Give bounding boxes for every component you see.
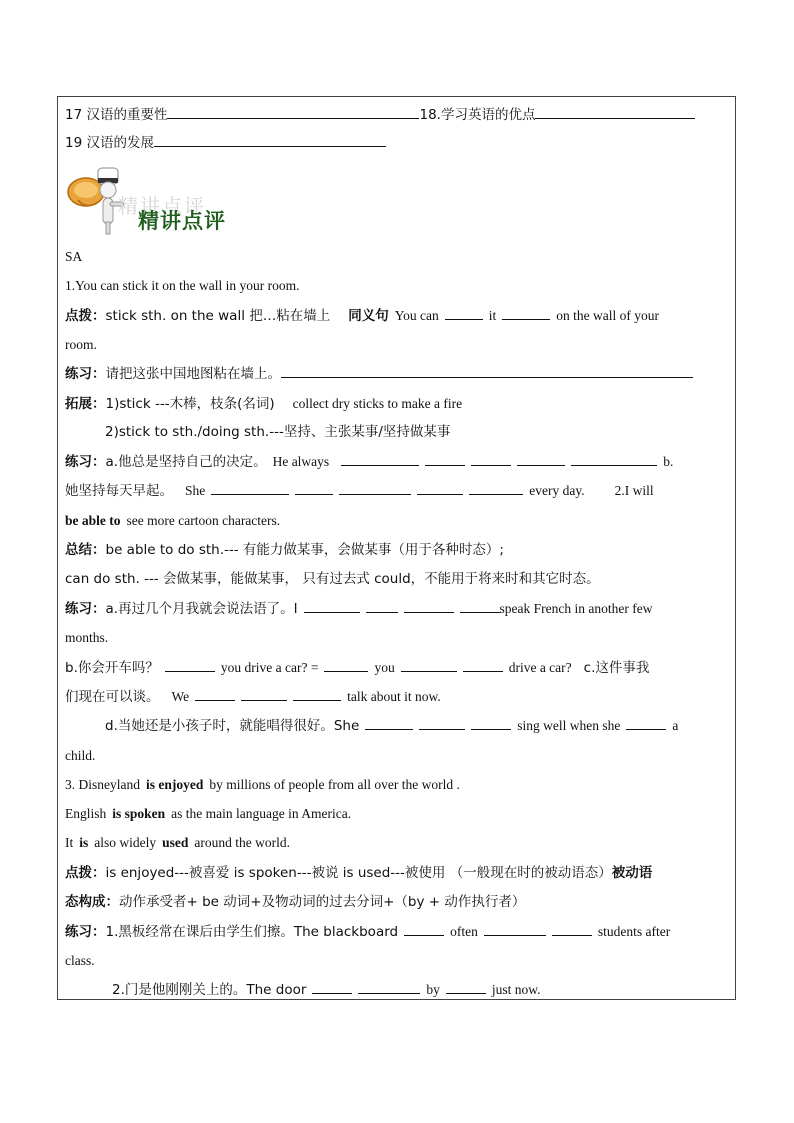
lianxi-3-c2: 们现在可以谈。 xyxy=(65,689,160,705)
item-19: 19 汉语的发展 xyxy=(65,135,154,151)
lianxi-2-a-blank-2[interactable] xyxy=(425,453,465,466)
lianxi-4-1-blank-3[interactable] xyxy=(552,923,592,936)
lianxi-3-c: c.这件事我 xyxy=(583,660,650,676)
line-17-18 xyxy=(65,106,730,124)
tongyiju-blank-1[interactable] xyxy=(445,307,483,320)
lianxi-2-b-blank-4[interactable] xyxy=(417,482,463,495)
sentence-1: 1.You can stick it on the wall in your room. xyxy=(65,278,300,293)
lianxi-3-d-blank-3[interactable] xyxy=(471,717,511,730)
sentence-2-rest: see more cartoon characters. xyxy=(126,513,281,528)
lianxi-2-line xyxy=(65,453,730,471)
lianxi-2-b-line xyxy=(65,482,730,500)
lianxi-3-a-blank-4[interactable] xyxy=(460,600,500,613)
lianxi-4-1: 1.黑板经常在课后由学生们擦。The blackboard xyxy=(105,924,399,940)
is-spoken: is spoken xyxy=(112,806,166,821)
lianxi-2-b-blank-2[interactable] xyxy=(295,482,333,495)
lianxi-2-b-blank-1[interactable] xyxy=(211,482,289,495)
lianxi-4-1-line xyxy=(65,923,730,941)
tuozhan-1b: collect dry sticks to make a fire xyxy=(292,396,463,411)
lianxi-3-a-blank-1[interactable] xyxy=(304,600,360,613)
it-c: around the world. xyxy=(194,835,291,850)
lianxi-3-b-blank-2[interactable] xyxy=(324,659,368,672)
line-19 xyxy=(65,134,730,152)
by: by xyxy=(426,982,440,997)
lianxi-3-b-line xyxy=(65,659,730,677)
sentence-english-line xyxy=(65,805,730,823)
lianxi-4-2-blank-2[interactable] xyxy=(358,981,420,994)
students-after: students after xyxy=(597,924,671,939)
lianxi-3-label: 练习： xyxy=(65,601,106,617)
beidong-1: 被动语 xyxy=(611,865,653,881)
lianxi-2-a-en: He always xyxy=(272,454,330,469)
tongyiju-a: You can xyxy=(394,308,439,323)
lianxi-3-a: a.再过几个月我就会说法语了。I xyxy=(105,601,298,617)
lianxi-3-b-blank-1[interactable] xyxy=(165,659,215,672)
lianxi-3-c-blank-3[interactable] xyxy=(293,688,341,701)
item-18: 18.学习英语的优点 xyxy=(419,107,536,123)
beidong-formula: 动作承受者+ be 动词+及物动词的过去分词+（by + 动作执行者） xyxy=(119,894,526,910)
is-enjoyed: is enjoyed xyxy=(146,777,204,792)
lianxi-3-b-blank-4[interactable] xyxy=(463,659,503,672)
beidong-2: 态构成： xyxy=(65,894,119,910)
sentence-3-line xyxy=(65,776,730,794)
lianxi-3-b-en-2: you xyxy=(374,660,395,675)
tongyiju-c: on the wall of your xyxy=(556,308,659,323)
lianxi-3-c-blank-1[interactable] xyxy=(195,688,235,701)
room-line: room. xyxy=(65,337,97,352)
lianxi-4-2: 2.门是他刚刚关上的。The door xyxy=(112,982,307,998)
dianbo-1-line xyxy=(65,307,730,325)
dianbo-1-label: 点拨： xyxy=(65,308,106,324)
sentence-2-line xyxy=(65,512,730,530)
sa-label: SA xyxy=(65,249,83,264)
sentence-3-a: 3. Disneyland xyxy=(65,777,140,792)
section-title-ghost: 精讲点评 xyxy=(118,194,206,218)
dianbo-1-text: stick sth. on the wall 把…粘在墙上 xyxy=(105,308,331,324)
often: often xyxy=(450,924,478,939)
zongjie-label: 总结： xyxy=(65,542,106,558)
lianxi-2-b-mark: b. xyxy=(663,454,674,469)
lianxi-1-label: 练习： xyxy=(65,366,106,382)
lianxi-2-label: 练习： xyxy=(65,454,106,470)
be-able-to: be able to xyxy=(65,513,121,528)
just-now: just now. xyxy=(491,982,541,997)
zongjie-2: can do sth. --- 会做某事，能做某事， 只有过去式 could，不能用于将来时和其它时态。 xyxy=(65,571,600,587)
lianxi-2-a: a.他总是坚持自己的决定。 xyxy=(105,454,267,470)
every-day: every day. xyxy=(529,483,585,498)
dianbo-2-line xyxy=(65,864,730,882)
lianxi-2-b: 她坚持每天早起。 xyxy=(65,483,173,499)
lianxi-2-a-blank-1[interactable] xyxy=(341,453,419,466)
lianxi-1-text: 请把这张中国地图粘在墙上。 xyxy=(105,366,281,382)
lianxi-2-a-blank-3[interactable] xyxy=(471,453,511,466)
english-b: as the main language in America. xyxy=(171,806,352,821)
lianxi-3-b-en-3: drive a car? xyxy=(508,660,572,675)
dianbo-2-text: is enjoyed---被喜爱 is spoken---被说 is used---被使用 （一般现在时的被动语态） xyxy=(105,865,612,881)
lianxi-4-1-blank-2[interactable] xyxy=(484,923,546,936)
zongjie-1: be able to do sth.--- 有能力做某事，会做某事（用于各种时态）; xyxy=(105,542,504,558)
lianxi-3-b-en-1: you drive a car? = xyxy=(220,660,319,675)
item-17: 17 汉语的重要性 xyxy=(65,107,168,123)
lianxi-4-label: 练习： xyxy=(65,924,106,940)
beidong-line xyxy=(65,893,730,911)
lianxi-3-d-blank-4[interactable] xyxy=(626,717,666,730)
lianxi-3-a-line xyxy=(65,600,730,618)
dianbo-2-label: 点拨： xyxy=(65,865,106,881)
tuozhan-label: 拓展： xyxy=(65,396,106,412)
lianxi-3-c-line xyxy=(65,688,730,706)
lianxi-3-b: b.你会开车吗？ xyxy=(65,660,159,676)
lianxi-2-b-en: She xyxy=(185,483,206,498)
we: We xyxy=(171,689,190,704)
lianxi-3-b-blank-3[interactable] xyxy=(401,659,457,672)
tuozhan-1: 1)stick ---木棒，枝条(名词) xyxy=(105,396,275,412)
tongyiju-b: it xyxy=(488,308,497,323)
lianxi-3-d-line xyxy=(105,717,730,735)
lianxi-4-2-blank-1[interactable] xyxy=(312,981,352,994)
child-line: child. xyxy=(65,748,96,763)
tongyiju-label: 同义句 xyxy=(348,308,389,324)
months-line: months. xyxy=(65,630,109,645)
is: is xyxy=(79,835,89,850)
english-a: English xyxy=(65,806,107,821)
tuozhan-line-2 xyxy=(105,423,730,441)
section-title: 精讲点评 xyxy=(138,209,226,233)
lianxi-3-d: d.当她还是小孩子时，就能唱得很好。She xyxy=(105,718,360,734)
lianxi-3-d-blank-2[interactable] xyxy=(419,717,465,730)
lianxi-1-blank[interactable] xyxy=(281,365,693,378)
zongjie-line-2 xyxy=(65,570,730,588)
it-b: also widely xyxy=(94,835,157,850)
lianxi-2-b-blank-5[interactable] xyxy=(469,482,523,495)
tuozhan-2: 2)stick to sth./doing sth.---坚持、主张某事/坚持做某事 xyxy=(105,424,451,440)
a-end: a xyxy=(672,718,679,733)
lianxi-2-b-blank-3[interactable] xyxy=(339,482,411,495)
used: used xyxy=(162,835,189,850)
lianxi-3-a-blank-2[interactable] xyxy=(366,600,398,613)
lianxi-1-line xyxy=(65,365,730,383)
blank-18[interactable] xyxy=(535,106,695,119)
tongyiju-blank-2[interactable] xyxy=(502,307,550,320)
blank-19[interactable] xyxy=(154,134,386,147)
sentence-2-start: 2.I will xyxy=(614,483,654,498)
lianxi-4-2-line xyxy=(112,981,730,999)
lianxi-3-c-blank-2[interactable] xyxy=(241,688,287,701)
zongjie-line-1 xyxy=(65,541,730,559)
sing-well: sing well when she xyxy=(517,718,621,733)
lianxi-3-d-blank-1[interactable] xyxy=(365,717,413,730)
class-line: class. xyxy=(65,953,95,968)
lianxi-4-1-blank-1[interactable] xyxy=(404,923,444,936)
sentence-3-b: by millions of people from all over the world . xyxy=(209,777,460,792)
lianxi-2-a-blank-5[interactable] xyxy=(571,453,657,466)
lianxi-4-2-blank-3[interactable] xyxy=(446,981,486,994)
blank-17[interactable] xyxy=(167,106,419,119)
lianxi-3-a-end: speak French in another few xyxy=(499,601,653,616)
talk-about: talk about it now. xyxy=(347,689,441,704)
lianxi-3-a-blank-3[interactable] xyxy=(404,600,454,613)
sentence-it-line xyxy=(65,834,730,852)
tuozhan-line-1 xyxy=(65,395,730,413)
lianxi-2-a-blank-4[interactable] xyxy=(517,453,565,466)
it-a: It xyxy=(65,835,74,850)
